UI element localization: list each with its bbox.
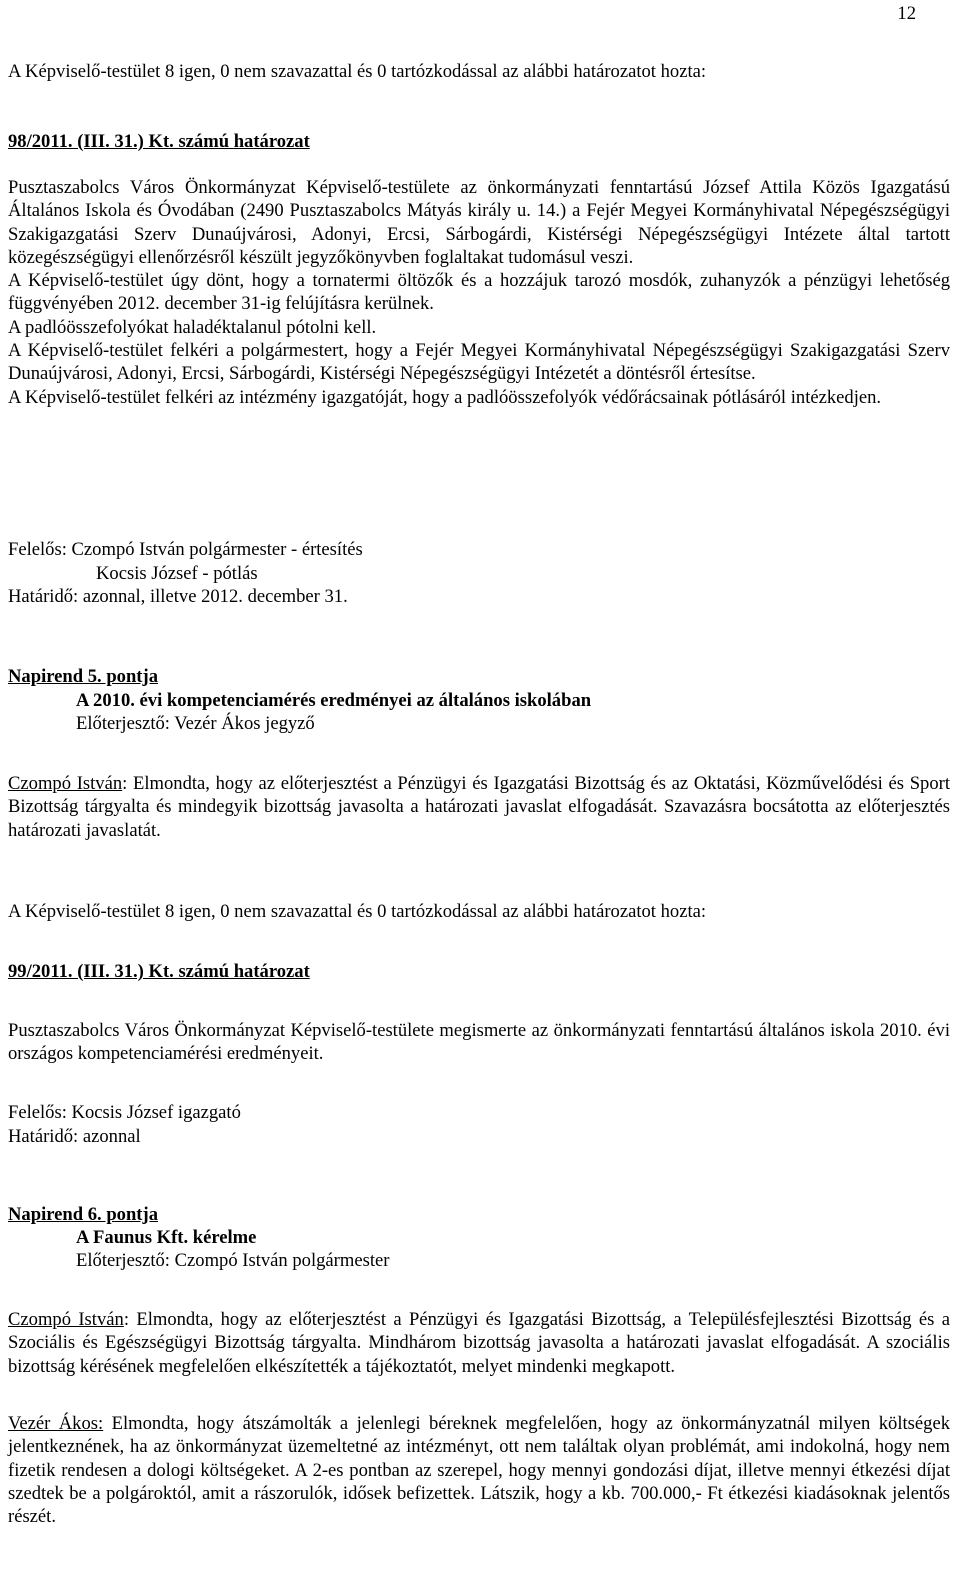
resolution-paragraph: Pusztaszabolcs Város Önkormányzat Képviselő-testülete az önkormányzati fenntartású József Attila Közös Igazgatású Általános Iskola és Óvodában (2490 Pusztaszabolcs Mátyás király u. 14.) a Fejér Megyei Kormányhivatal Népegészségügyi Szakigazgatási Szerv Dunaújvárosi, Adonyi, Ercsi, Sárbogárdi, Kistérségi Népegészségügyi Intézete által tartott közegészségügyi ellenőrzésről készült jegyzőkönyvben foglaltakat tudomásul veszi. [8,177,950,268]
speaker-name: Czompó István [8,1309,124,1330]
agenda-presenter: Előterjesztő: Vezér Ákos jegyző [76,713,315,734]
speaker-name: Vezér Ákos: [8,1413,104,1434]
speaker-name: Czompó István [8,773,123,794]
resolution-paragraph: A Képviselő-testület felkéri az intézmény igazgatóját, hogy a padlóösszefolyók védőrácsainak pótlásáról intézkedjen. [8,386,882,408]
responsible-line: Kocsis József - pótlás [96,563,258,584]
agenda-presenter: Előterjesztő: Czompó István polgármester [76,1250,390,1271]
responsible-line: Felelős: Kocsis József igazgató [8,1102,241,1123]
agenda-heading: Napirend 6. pontja [8,1204,158,1225]
agenda-title: A 2010. évi kompetenciamérés eredményei az általános iskolában [76,690,592,711]
speech-text: Elmondta, hogy átszámolták a jelenlegi béreknek megfelelően, hogy az önkormányzatnál milyen költségek jelentkeznének, ha az önkormányzat üzemeltetné az intézményt, ott nem találtak olyan problémát, ami indokolná, hogy nem fizetik rendesen a dologi költségeket. A 2-es pontban az szerepel, hogy mennyi gondozási díjat, illetve mennyi étkezési díjat szedtek be a polgároktól, amit a rászorulók, idősek befizettek. Látszik, hogy a kb. 700.000,- Ft étkezési kiadásoknak jelentős részét. [8,1413,950,1528]
resolution-title: 98/2011. (III. 31.) Kt. számú határozat [8,131,310,152]
vote-statement: A Képviselő-testület 8 igen, 0 nem szavazattal és 0 tartózkodással az alábbi határozatot hozta: [8,61,707,82]
responsible-line: Felelős: Czompó István polgármester - értesítés [8,539,363,560]
deadline-line: Határidő: azonnal, illetve 2012. december 31. [8,586,348,607]
agenda-heading: Napirend 5. pontja [8,666,158,687]
speech-paragraph [8,772,950,842]
resolution-title: 99/2011. (III. 31.) Kt. számú határozat [8,961,310,982]
resolution-paragraph: A Képviselő-testület úgy dönt, hogy a tornatermi öltözők és a hozzájuk tarozó mosdók, zuhanyzók a pénzügyi lehetőség függvényében 2012. december 31-ig felújításra kerülnek. [8,270,950,315]
resolution-paragraph: A Képviselő-testület felkéri a polgármestert, hogy a Fejér Megyei Kormányhivatal Népegészségügyi Szakigazgatási Szerv Dunaújvárosi, Adonyi, Ercsi, Sárbogárdi, Kistérségi Népegészségügyi Intézetét a döntésről értesítse. [8,340,950,385]
speech-paragraph [8,1308,950,1378]
deadline-line: Határidő: azonnal [8,1126,141,1147]
speech-paragraph [8,1412,950,1528]
speech-text: : Elmondta, hogy az előterjesztést a Pénzügyi és Igazgatási Bizottság, a Településfejlesztési Bizottság és a Szociális és Egészségügyi Bizottság tárgyalta. Mindhárom bizottság javasolta a határozati javaslat elfogadását. A szociális bizottság kérésének megfelelően elkészítették a tájékoztatót, melyet mindenki megkapott. [8,1309,950,1377]
speech-text: : Elmondta, hogy az előterjesztést a Pénzügyi és Igazgatási Bizottság és az Oktatási, Közművelődési és Sport Bizottság tárgyalta és mindegyik bizottság javasolta a határozati javaslat elfogadását. Szavazásra bocsátotta az előterjesztés határozati javaslatát. [8,773,950,841]
resolution-paragraph: A padlóösszefolyókat haladéktalanul pótolni kell. [8,316,377,338]
agenda-title: A Faunus Kft. kérelme [76,1227,257,1248]
vote-statement: A Képviselő-testület 8 igen, 0 nem szavazattal és 0 tartózkodással az alábbi határozatot hozta: [8,901,707,922]
page-number: 12 [897,3,916,24]
resolution-paragraph: Pusztaszabolcs Város Önkormányzat Képviselő-testülete megismerte az önkormányzati fenntartású általános iskola 2010. évi országos kompetenciamérési eredményeit. [8,1020,950,1065]
resolution-body [8,176,950,409]
